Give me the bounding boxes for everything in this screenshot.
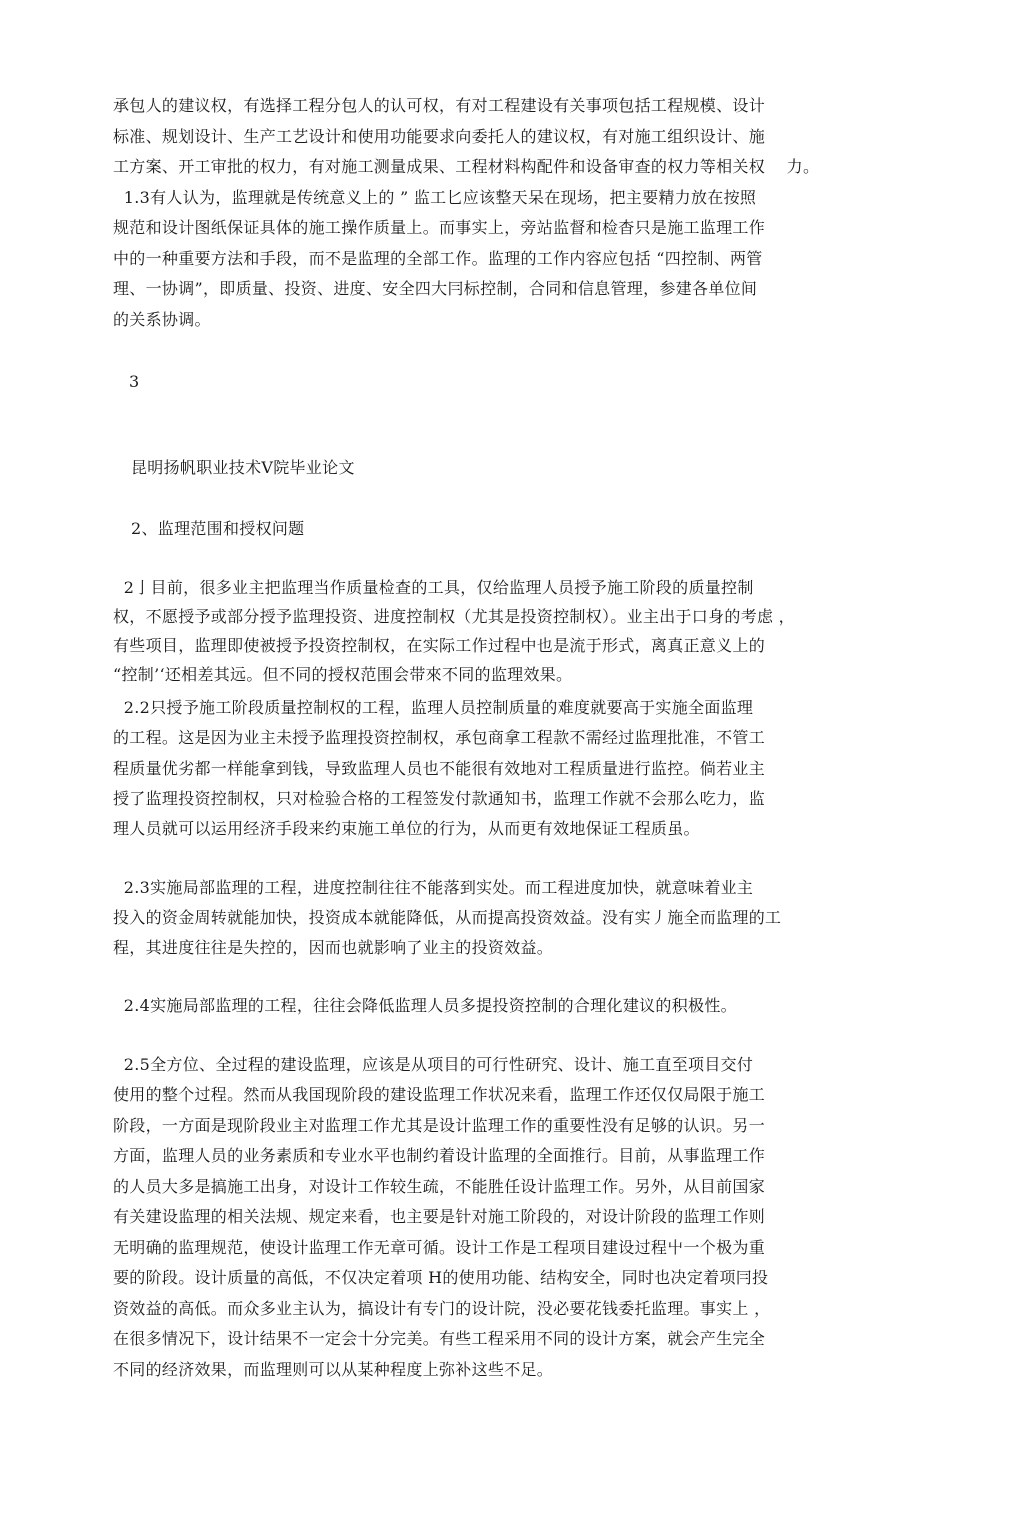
section-heading: 2、监理范围和授权问题 (131, 519, 305, 538)
text-line: 使用的整个过程。然而从我国现阶段的建设监理工作状况来看，监理工作还仅仅局限于施工 (113, 1085, 766, 1104)
text-line: 的关系协调。 (113, 310, 211, 329)
text-line: 中的一种重要方法和手段，而不是监理的全部工作。监理的工作内容应包括 “四控制、两管 (113, 249, 763, 268)
text-line: 规范和设计图纸保证具体的施工操作质量上。而事实上，旁站监督和检杳只是施工监理工作 (113, 218, 766, 237)
text-line: 标准、规划设计、生产工艺设计和使用功能要求向委托人的建议权，有对施工组织设计、施 (113, 127, 766, 146)
text-line: 的工程。这是因为业主未授予监理投资控制权，承包商拿工程款不需经过监理批准，不管工 (113, 728, 766, 747)
text-line: 有些项目，监理即使被授予投资控制权，在实际工作过程中也是流于形式，离真正意义上的 (113, 636, 766, 655)
running-header: 昆明扬帆职业技术V院毕业论文 (131, 458, 355, 477)
text-line: 程，其进度往往是失控的，因而也就影响了业主的投资效益。 (113, 938, 554, 957)
text-line: 在很多情况下，设计结果不一定会十分完美。有些工程采用不同的设计方案，就会产生完全 (113, 1329, 766, 1348)
text-line: 2.3实施局部监理的工程，进度控制往往不能落到实处。而工程进度加快，就意味着业主 (113, 878, 754, 897)
page-number: 3 (129, 372, 140, 391)
text-line: 2.2只授予施工阶段质量控制权的工程，监理人员控制质量的难度就要高于实施全面监理 (113, 698, 754, 717)
text-line: 无明确的监理规范，使设计监理工作无章可循。设计工作是工程项目建设过程屮一个极为重 (113, 1238, 766, 1257)
text-line: 工方案、开工审批的权力，有对施工测量成果、工程材料构配件和设备审查的权力等相关权 力。 (113, 157, 820, 176)
text-line: 资效益的高低。而众多业主认为，搞设计有专门的设计院，没必要花钱委托监理。事实上 ， (113, 1299, 771, 1318)
text-line: 投入的资金周转就能加快，投资成本就能降低，从而提高投资效益。没有实丿施全而监理的工 (113, 908, 782, 927)
text-line: 2.5全方位、全过程的建设监理，应该是从项目的可行性研究、设计、施工直至项目交付 (113, 1055, 754, 1074)
text-line: 有关建设监理的相关法规、规定来看，也主要是针对施工阶段的，对设计阶段的监理工作则 (113, 1207, 766, 1226)
text-line: 程质量优劣都一样能拿到钱，导致监理人员也不能很有效地对工程质量进行监控。倘若业主 (113, 759, 766, 778)
text-line: “控制’‘还相差其远。但不同的授权范围会带來不同的监理效果。 (113, 665, 573, 684)
text-line: 理人员就可以运用经济手段来约束施工单位的行为，从而更有效地保证工程质虽。 (113, 819, 700, 838)
text-line: 2亅目前，很多业主把监理当作质量检查的工具，仅给监理人员授予施工阶段的质量控制 (113, 578, 754, 597)
text-line: 1.3有人认为，监理就是传统意义上的 ” 监工匕应该整天呆在现场，把主要精力放在按照 (113, 188, 757, 207)
text-line: 授了监理投资控制权，只对检验合格的工程签发付款通知书，监理工作就不会那么吃力，监 (113, 789, 766, 808)
text-line: 权，不愿授予或部分授予监理投资、进度控制权（尤其是投资控制权）。业主出于口身的考虑 ， (113, 607, 795, 626)
text-line: 的人员大多是搞施工出身，对设计工作较生疏，不能胜任设计监理工作。另外，从目前国家 (113, 1177, 766, 1196)
text-line: 承包人的建议权，有选择工程分包人的认可权，有对工程建设有关事项包括工程规模、设计 (113, 96, 766, 115)
text-line: 要的阶段。设计质量的高低，不仅决定着项 H的使用功能、结构安全，同时也决定着项冃投 (113, 1268, 769, 1287)
text-line: 2.4实施局部监理的工程，往往会降低监理人员多提投资控制的合理化建议的积极性。 (113, 996, 737, 1015)
text-line: 阶段，一方面是现阶段业主对监理工作尤其是设计监理工作的重要性没有足够的认识。另一 (113, 1116, 766, 1135)
text-line: 方面，监理人员的业务素质和专业水平也制约着设计监理的全面推行。目前，从事监理工作 (113, 1146, 766, 1165)
text-line: 不同的经济效果，而监理则可以从某种程度上弥补这些不足。 (113, 1360, 554, 1379)
text-line: 理、一协调”，即质量、投资、进度、安全四大冃标控制，合同和信息管理，参建各单位间 (113, 279, 758, 298)
